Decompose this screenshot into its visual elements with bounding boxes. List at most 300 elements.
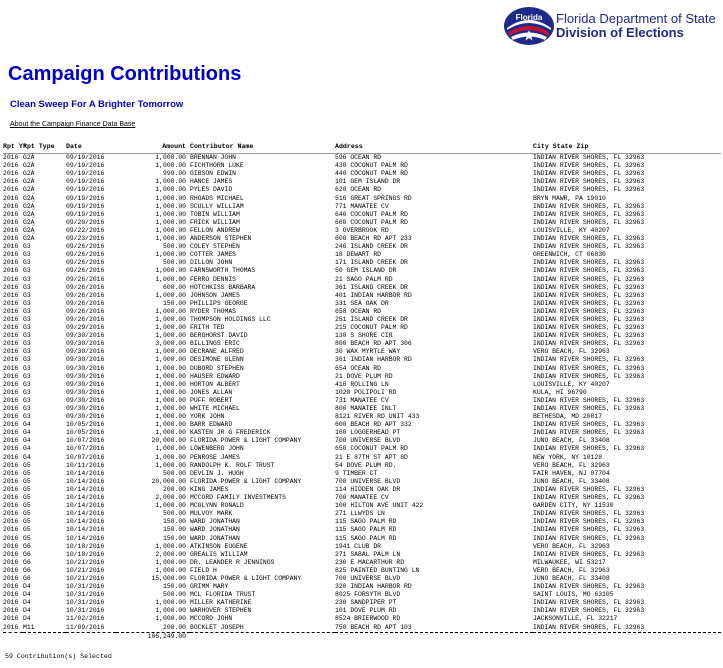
amount-cell: 500.00 [162,259,186,267]
rpt-type-cell: G5 [23,518,31,526]
contributor-name-cell: DUBORD STEPHEN [190,364,244,372]
rpt-type-cell: G4 [23,437,31,445]
amount-cell: 1,000.00 [155,413,186,421]
rpt-type-cell: G5 [23,461,31,469]
address-cell: 361 INDIAN HARBOR RD [335,356,412,364]
amount-cell: 1,000.00 [155,566,186,574]
city-state-zip-cell: INDIAN RIVER SHORES, FL 32963 [533,243,645,251]
total-row [3,632,721,641]
rpt-yr-cell: 2016 [3,235,19,243]
address-cell: 54 DOVE PLUM RD. [335,461,397,469]
address-cell: 3 OVERBROOK RD [335,226,389,234]
total-amount: 106,249.00 [116,632,190,641]
rpt-type-cell: G6 [23,558,31,566]
address-cell: 50 GEM ISLAND DR [335,267,397,275]
rpt-type-cell: G3 [23,307,31,315]
date-cell: 09/30/2016 [66,388,105,396]
contributor-name-cell: FIELD H [190,566,217,574]
rpt-yr-cell: 2016 [3,380,19,388]
date-cell: 10/31/2016 [66,599,105,607]
rpt-type-cell: G2A [23,194,35,202]
rpt-yr-cell: 2016 [3,283,19,291]
amount-cell: 1,000.00 [155,453,186,461]
date-cell: 09/19/2016 [66,154,105,162]
amount-cell: 1,000.00 [155,324,186,332]
rpt-yr-cell: 2016 [3,154,19,162]
date-cell: 10/14/2016 [66,485,105,493]
rpt-type-cell: G5 [23,494,31,502]
table-row [3,381,721,389]
table-row [3,470,721,478]
rpt-yr-cell: 2016 [3,259,19,267]
table-row [3,559,721,567]
rpt-yr-cell: 2016 [3,542,19,550]
city-state-zip-cell: INDIAN RIVER SHORES, FL 32963 [533,494,645,502]
amount-cell: 600.00 [162,283,186,291]
contributor-name-cell: PYLES DAVID [190,186,233,194]
amount-cell: 1,000.00 [155,162,186,170]
rpt-yr-cell: 2016 [3,437,19,445]
date-cell: 09/29/2016 [66,324,105,332]
amount-cell: 1,000.00 [155,429,186,437]
contributor-name-cell: ATKINSON EUGENE [190,542,248,550]
contributor-name-cell: RANDOLPH K. ROLF TRUST [190,461,275,469]
rpt-type-cell: G2A [23,154,35,162]
column-header: Rpt Type [23,143,55,150]
amount-cell: 1,000.00 [155,307,186,315]
contributor-name-cell: WARHOVER STEPHEN [190,607,252,615]
address-cell: 115 SAGO PALM RD [335,518,397,526]
column-header: Contributor Name [190,143,254,150]
table-row [3,284,721,292]
amount-cell: 150.00 [162,583,186,591]
rpt-type-cell: G5 [23,502,31,510]
amount-cell: 1,000.00 [155,210,186,218]
table-row [3,567,721,575]
contributor-name-cell: LOWENBERG JOHN [190,445,244,453]
rpt-yr-cell: 2016 [3,526,19,534]
table-row [3,615,721,623]
rpt-type-cell: G5 [23,510,31,518]
amount-cell: 1,000.00 [155,202,186,210]
rpt-yr-cell: 2016 [3,558,19,566]
agency-line1: Florida Department of State [556,11,716,26]
address-cell: 650 COCONUT PALM RD [335,445,408,453]
rpt-yr-cell: 2016 [3,307,19,315]
address-cell: 8025 FORSYTH BLVD [335,591,401,599]
table-row [3,583,721,591]
address-cell: 700 UNIVERSE BLVD [335,477,401,485]
city-state-zip-cell: INDIAN RIVER SHORES, FL 32963 [533,405,645,412]
date-cell: 10/18/2016 [66,542,105,550]
contributor-name-cell: FICHTHORN LUKE [190,162,244,170]
contributor-name-cell: FRICK WILLIAM [190,218,240,226]
address-cell: 600 BEACH RD APT 332 [335,421,412,429]
date-cell: 09/26/2016 [66,291,105,299]
date-cell: 09/30/2016 [66,364,105,372]
address-cell: 640 COCONUT PALM RD [335,210,408,218]
city-state-zip-cell: JUNO BEACH, FL 33408 [533,437,610,445]
contributor-name-cell: BERGHORST DAVID [190,332,248,340]
rpt-yr-cell: 2016 [3,623,19,631]
rpt-type-cell: D4 [23,615,31,623]
amount-cell: 1,000.00 [155,315,186,323]
date-cell: 09/26/2016 [66,275,105,283]
rpt-type-cell: D4 [23,583,31,591]
contributor-name-cell: MCGLYNN RONALD [190,502,244,510]
rpt-yr-cell: 2016 [3,251,19,259]
date-cell: 10/31/2016 [66,607,105,615]
date-cell: 09/19/2016 [66,170,105,178]
amount-cell: 1,000.00 [155,178,186,186]
date-cell: 10/14/2016 [66,526,105,534]
table-row [3,543,721,551]
date-cell: 10/05/2016 [66,421,105,429]
city-state-zip-cell: VERO BEACH, FL 32963 [533,542,610,550]
rpt-yr-cell: 2016 [3,445,19,453]
date-cell: 09/19/2016 [66,186,105,194]
contributor-name-cell: KING JAMES [190,485,229,493]
agency-name [556,12,716,40]
contributor-name-cell: HAUSER EDWARD [190,372,240,380]
rpt-yr-cell: 2016 [3,405,19,412]
address-cell: 114 HIDDEN OAK DR [335,485,401,493]
date-cell: 09/19/2016 [66,202,105,210]
amount-cell: 150.00 [162,534,186,542]
city-state-zip-cell: INDIAN RIVER SHORES, FL 32963 [533,396,645,404]
rpt-yr-cell: 2016 [3,518,19,526]
amount-cell: 1,000.00 [155,380,186,388]
date-cell: 10/18/2016 [66,550,105,558]
date-cell: 10/14/2016 [66,494,105,502]
city-state-zip-cell: LOUISVILLE, KY 40207 [533,380,610,388]
table-row [3,437,721,445]
date-cell: 09/26/2016 [66,251,105,259]
date-cell: 09/19/2016 [66,162,105,170]
contributor-name-cell: WHITE MICHAEL [190,405,240,412]
city-state-zip-cell: INDIAN RIVER SHORES, FL 32963 [533,364,645,372]
table-row [3,494,721,502]
table-row [3,607,721,615]
contributor-name-cell: HORTON ALBERT [190,380,240,388]
rpt-type-cell: G3 [23,299,31,307]
rpt-yr-cell: 2016 [3,364,19,372]
contributor-name-cell: THOMPSON HOLDINGS LLC [190,315,271,323]
address-cell: 246 ISLAND CREEK DR [335,243,408,251]
address-cell: 658 OCEAN RD [335,307,382,315]
city-state-zip-cell: NEW YORK, NY 10128 [533,453,603,461]
city-state-zip-cell: SAINT LOUIS, MO 63105 [533,591,614,599]
amount-cell: 500.00 [162,469,186,477]
address-cell: 251 ISLAND CREEK DR [335,315,408,323]
city-state-zip-cell: JACKSONVILLE, FL 32217 [533,615,618,623]
city-state-zip-cell: INDIAN RIVER SHORES, FL 32963 [533,283,645,291]
date-cell: 10/14/2016 [66,469,105,477]
city-state-zip-cell: INDIAN RIVER SHORES, FL 32963 [533,599,645,607]
rpt-type-cell: G3 [23,413,31,421]
amount-cell: 1,000.00 [155,542,186,550]
contributor-name-cell: WARD JONATHAN [190,518,240,526]
rpt-yr-cell: 2016 [3,494,19,502]
date-cell: 09/26/2016 [66,243,105,251]
rpt-type-cell: G5 [23,526,31,534]
contributor-name-cell: FRITH TED [190,324,225,332]
date-cell: 09/22/2016 [66,226,105,234]
table-row [3,591,721,599]
contributor-name-cell: WARD JONATHAN [190,534,240,542]
rpt-type-cell: G3 [23,243,31,251]
rpt-type-cell: G3 [23,396,31,404]
rpt-type-cell: G2A [23,178,35,186]
about-database-link[interactable]: About the Campaign Finance Data Base [10,121,136,128]
contributor-name-cell: FELLON ANDREW [190,226,240,234]
contributor-name-cell: PHILLIPS GEORGE [190,299,248,307]
table-row [3,332,721,340]
rpt-yr-cell: 2016 [3,421,19,429]
address-cell: 361 ISLAND CREEK DR [335,283,408,291]
amount-cell: 999.00 [162,170,186,178]
rpt-type-cell: G2A [23,202,35,210]
amount-cell: 2,000.00 [155,494,186,502]
amount-cell: 150.00 [162,299,186,307]
contributor-name-cell: MCL FLORIDA TRUST [190,591,256,599]
city-state-zip-cell: INDIAN RIVER SHORES, FL 32963 [533,275,645,283]
city-state-zip-cell: MILWAUKEE, WI 53217 [533,558,606,566]
address-cell: 130 S SHORE CIR [335,332,393,340]
column-header: Rpt Yr [3,143,27,150]
date-cell: 09/19/2016 [66,210,105,218]
table-row [3,308,721,316]
rpt-yr-cell: 2016 [3,275,19,283]
contributor-name-cell: TOBIN WILLIAM [190,210,240,218]
date-cell: 10/14/2016 [66,518,105,526]
rpt-yr-cell: 2016 [3,226,19,234]
table-row [3,502,721,510]
table-row [3,203,721,211]
rpt-type-cell: G6 [23,542,31,550]
table-row [3,551,721,559]
rpt-yr-cell: 2016 [3,202,19,210]
address-cell: 21 SAGO PALM RD [335,275,393,283]
amount-cell: 15,000.00 [151,574,186,582]
date-cell: 11/02/2016 [66,615,105,623]
contributor-name-cell: YORK JOHN [190,413,225,421]
table-row [3,356,721,364]
address-cell: 654 OCEAN RD [335,364,382,372]
address-cell: 430 COCONUT PALM RD [335,162,408,170]
amount-cell: 500.00 [162,510,186,518]
date-cell: 10/31/2016 [66,583,105,591]
contributor-name-cell: JOHNSON JAMES [190,291,240,299]
address-cell: 21 DOVE PLUM RD [335,372,393,380]
rpt-type-cell: D4 [23,599,31,607]
rpt-yr-cell: 2016 [3,194,19,202]
amount-cell: 1,000.00 [155,218,186,226]
address-cell: 115 SAGO PALM RD [335,526,397,534]
contributor-name-cell: FLORIDA POWER & LIGHT COMPANY [190,477,302,485]
address-cell: 271 LLWYDS LN [335,510,385,518]
rpt-yr-cell: 2016 [3,566,19,574]
table-row [3,324,721,332]
rpt-type-cell: G2A [23,218,35,226]
rpt-yr-cell: 2016 [3,461,19,469]
city-state-zip-cell: INDIAN RIVER SHORES, FL 32963 [533,154,645,162]
rpt-type-cell: G2A [23,226,35,234]
contributor-name-cell: HANCE JAMES [190,178,233,186]
table-row [3,348,721,356]
rpt-type-cell: G3 [23,251,31,259]
contributor-name-cell: FLORIDA POWER & LIGHT COMPANY [190,574,302,582]
contributor-name-cell: PENROSE JAMES [190,453,240,461]
contributor-name-cell: BARR EDWARD [190,421,233,429]
contributions-table [3,143,721,641]
table-row [3,526,721,534]
city-state-zip-cell: INDIAN RIVER SHORES, FL 32963 [533,267,645,275]
table-row [3,267,721,275]
contributor-name-cell: ANDERSON STEPHEN [190,235,252,243]
rpt-yr-cell: 2016 [3,396,19,404]
rpt-type-cell: G6 [23,566,31,574]
date-cell: 09/30/2016 [66,340,105,348]
amount-cell: 1,000.00 [155,154,186,162]
city-state-zip-cell: VERO BEACH, FL 32963 [533,348,610,356]
contributor-name-cell: PUFF ROBERT [190,396,233,404]
date-cell: 09/26/2016 [66,315,105,323]
date-cell: 10/14/2016 [66,477,105,485]
rpt-yr-cell: 2016 [3,485,19,493]
city-state-zip-cell: INDIAN RIVER SHORES, FL 32963 [533,510,645,518]
address-cell: 750 BEACH RD APT 103 [335,623,412,631]
address-cell: 1020 POLIPOLI RD [335,388,397,396]
date-cell: 10/05/2016 [66,429,105,437]
rpt-yr-cell: 2016 [3,469,19,477]
amount-cell: 3,000.00 [155,340,186,348]
rpt-type-cell: M11 [23,623,35,631]
amount-cell: 150.00 [162,518,186,526]
date-cell: 10/07/2016 [66,453,105,461]
amount-cell: 1,000.00 [155,348,186,356]
city-state-zip-cell: GARDEN CITY, NY 11530 [533,502,614,510]
rpt-yr-cell: 2016 [3,348,19,356]
rpt-yr-cell: 2016 [3,550,19,558]
address-cell: 331 SEA OAK DR [335,299,389,307]
column-header: Date [66,143,82,150]
address-cell: 800 BEACH RD APT 306 [335,340,412,348]
rpt-yr-cell: 2016 [3,477,19,485]
rpt-type-cell: G6 [23,574,31,582]
table-row [3,454,721,462]
rpt-yr-cell: 2016 [3,210,19,218]
table-row [3,429,721,437]
table-row [3,195,721,203]
rpt-type-cell: G5 [23,477,31,485]
city-state-zip-cell: INDIAN RIVER SHORES, FL 32963 [533,162,645,170]
amount-cell: 1,000.00 [155,251,186,259]
contributor-name-cell: COLEY STEPHEN [190,243,240,251]
city-state-zip-cell: BRYN MAWR, PA 19010 [533,194,606,202]
city-state-zip-cell: INDIAN RIVER SHORES, FL 32963 [533,324,645,332]
rpt-type-cell: G2A [23,235,35,243]
date-cell: 10/07/2016 [66,445,105,453]
contributor-name-cell: RYDER THOMAS [190,307,237,315]
rpt-type-cell: G3 [23,267,31,275]
amount-cell: 1,000.00 [155,364,186,372]
city-state-zip-cell: JUNO BEACH, FL 33408 [533,477,610,485]
city-state-zip-cell: BETHESDA, MD 20817 [533,413,603,421]
rpt-yr-cell: 2016 [3,170,19,178]
table-row [3,227,721,235]
city-state-zip-cell: GREENWICH, CT 06830 [533,251,606,259]
contributor-name-cell: FARNSWORTH THOMAS [190,267,256,275]
rpt-yr-cell: 2016 [3,243,19,251]
contributor-name-cell: HOTCHKISS BARBARA [190,283,256,291]
city-state-zip-cell: INDIAN RIVER SHORES, FL 32963 [533,429,645,437]
table-row [3,373,721,381]
date-cell: 09/30/2016 [66,413,105,421]
rpt-type-cell: G3 [23,372,31,380]
address-cell: 416 ROLLING LN [335,380,389,388]
amount-cell: 1,000.00 [155,291,186,299]
address-cell: 600 BEACH RD APT 233 [335,235,412,243]
address-cell: 700 UNIVERSE BLVD [335,574,401,582]
table-row [3,243,721,251]
address-cell: 800 MANATEE INLT [335,405,397,412]
city-state-zip-cell: FAIR HAVEN, NJ 07704 [533,469,610,477]
table-row [3,486,721,494]
city-state-zip-cell: INDIAN RIVER SHORES, FL 32963 [533,210,645,218]
rpt-yr-cell: 2016 [3,267,19,275]
address-cell: 1941 CLUB DR [335,542,382,550]
rpt-type-cell: G3 [23,332,31,340]
date-cell: 10/21/2016 [66,566,105,574]
date-cell: 10/21/2016 [66,574,105,582]
table-header-row [3,143,721,154]
date-cell: 10/14/2016 [66,534,105,542]
city-state-zip-cell: INDIAN RIVER SHORES, FL 32963 [533,218,645,226]
rpt-type-cell: D4 [23,607,31,615]
rpt-yr-cell: 2016 [3,356,19,364]
city-state-zip-cell: INDIAN RIVER SHORES, FL 32963 [533,170,645,178]
amount-cell: 1,000.00 [155,607,186,615]
table-row [3,478,721,486]
contributor-name-cell: SCULLY WILLIAM [190,202,244,210]
rpt-yr-cell: 2016 [3,615,19,623]
rpt-type-cell: G3 [23,340,31,348]
contributor-name-cell: GREALIS WILLIAM [190,550,248,558]
rpt-type-cell: G3 [23,291,31,299]
rpt-type-cell: G5 [23,534,31,542]
contributor-name-cell: DR. LEANDER R JENNINGS [190,558,275,566]
contributor-name-cell: WARD JONATHAN [190,526,240,534]
table-row [3,170,721,178]
table-row [3,389,721,397]
address-cell: 320 INDIAN HARBOR RD [335,583,412,591]
rpt-type-cell: G3 [23,348,31,356]
rpt-type-cell: G3 [23,324,31,332]
rpt-type-cell: D4 [23,591,31,599]
table-row [3,178,721,186]
address-cell: 271 SABAL PALM LN [335,550,401,558]
address-cell: 9 TIMBER CT [335,469,378,477]
logo-text: Florida [515,13,543,22]
table-row [3,340,721,348]
amount-cell: 1,000.00 [155,275,186,283]
table-row [3,219,721,227]
rpt-yr-cell: 2016 [3,332,19,340]
agency-line2: Division of Elections [556,25,684,40]
table-row [3,575,721,583]
address-cell: 21 E 87TH ST APT 8D [335,453,408,461]
